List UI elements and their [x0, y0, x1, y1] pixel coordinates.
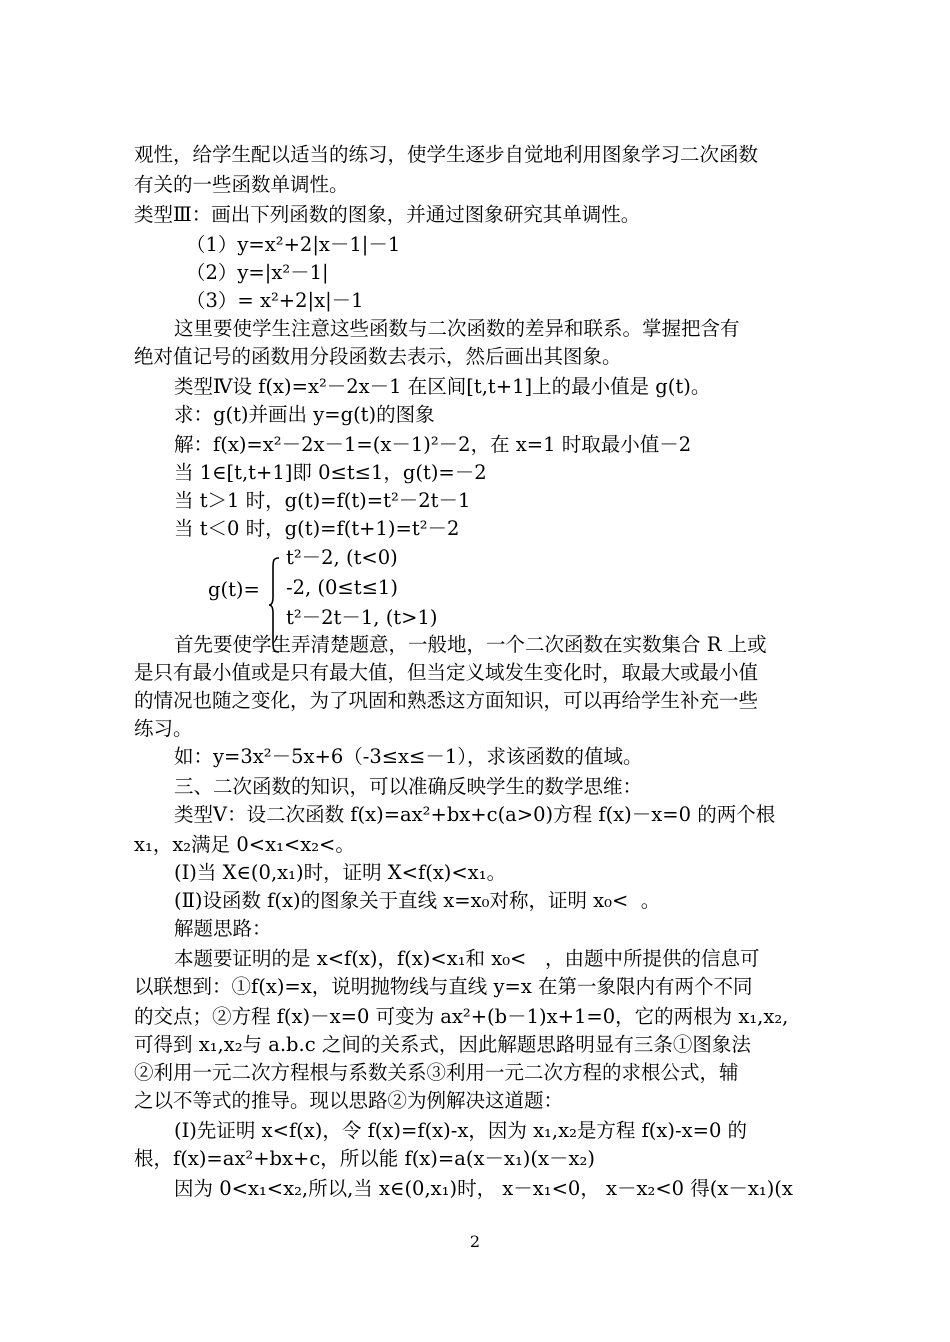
text-line: 观性，给学生配以适当的练习，使学生逐步自觉地利用图象学习二次函数 — [134, 143, 759, 166]
text-line: 类型Ⅴ：设二次函数 f(x)=ax²+bx+c(a>0)方程 f(x)－x=0 的两个根 — [174, 803, 776, 826]
text-line: 以联想到：①f(x)=x，说明抛物线与直线 y=x 在第一象限内有两个不同 — [134, 975, 753, 998]
text-line: 本题要证明的是 x<f(x)，f(x)<x₁和 x₀< ，由题中所提供的信息可 — [174, 947, 760, 970]
piecewise-label: g(t)= — [208, 578, 260, 601]
text-line: 如：y=3x²－5x+6（-3≤x≤－1），求该函数的值域。 — [174, 745, 643, 768]
text-line: （3）= x²+2|x|－1 — [186, 289, 364, 312]
text-line: 是只有最小值或是只有最大值，但当定义域发生变化时，取最大或最小值 — [134, 661, 759, 684]
text-line: 解题思路： — [174, 917, 272, 940]
piecewise-case: -2, (0≤t≤1) — [286, 576, 398, 599]
text-line: 因为 0<x₁<x₂,所以,当 x∈(0,x₁)时， x－x₁<0， x－x₂<0 得(x－x₁)(x — [174, 1177, 793, 1200]
text-line: 有关的一些函数单调性。 — [134, 173, 349, 196]
text-line: 类型Ⅳ设 f(x)=x²－2x－1 在区间[t,t+1]上的最小值是 g(t)。 — [174, 375, 711, 398]
text-line: ②利用一元二次方程根与系数关系③利用一元二次方程的求根公式，辅 — [134, 1061, 739, 1084]
text-line: 当 t＜0 时，g(t)=f(t+1)=t²－2 — [174, 517, 460, 540]
text-line: （1）y=x²+2|x－1|－1 — [186, 233, 401, 256]
text-line: 可得到 x₁,x₂与 a.b.c 之间的关系式，因此解题思路明显有三条①图象法 — [134, 1033, 751, 1056]
text-line: 练习。 — [134, 717, 193, 740]
page-number: 2 — [469, 1232, 481, 1251]
text-line: (Ⅰ)当 X∈(0,x₁)时，证明 X<f(x)<x₁。 — [174, 861, 507, 884]
text-line: 求：g(t)并画出 y=g(t)的图象 — [174, 403, 435, 426]
text-line: 绝对值记号的函数用分段函数去表示，然后画出其图象。 — [134, 345, 622, 368]
text-line: 根，f(x)=ax²+bx+c，所以能 f(x)=a(x－x₁)(x－x₂) — [134, 1147, 595, 1170]
text-line: 解：f(x)=x²－2x－1=(x－1)²－2，在 x=1 时取最小值－2 — [174, 433, 692, 456]
piecewise-function — [208, 545, 508, 635]
text-line: 首先要使学生弄清楚题意，一般地，一个二次函数在实数集合 R 上或 — [174, 633, 767, 656]
text-line: 类型Ⅲ：画出下列函数的图象，并通过图象研究其单调性。 — [134, 203, 641, 226]
piecewise-case: t²－2, (t<0) — [286, 546, 398, 569]
text-line: x₁，x₂满足 0<x₁<x₂<。 — [134, 833, 355, 856]
text-line: (Ⅰ)先证明 x<f(x)，令 f(x)=f(x)-x，因为 x₁,x₂是方程 f(x)-x=0 的 — [174, 1119, 748, 1142]
piecewise-case: t²－2t－1, (t>1) — [286, 606, 438, 629]
text-line: 的情况也随之变化，为了巩固和熟悉这方面知识，可以再给学生补充一些 — [134, 689, 759, 712]
text-line: 这里要使学生注意这些函数与二次函数的差异和联系。掌握把含有 — [174, 317, 740, 340]
text-line: (Ⅱ)设函数 f(x)的图象关于直线 x=x₀对称，证明 x₀< 。 — [174, 889, 661, 912]
text-line: （2）y=|x²－1| — [186, 261, 329, 284]
text-line: 当 1∈[t,t+1]即 0≤t≤1，g(t)=－2 — [174, 461, 487, 484]
text-line: 的交点；②方程 f(x)－x=0 可变为 ax²+(b－1)x+1=0，它的两根为 x₁,x₂, — [134, 1005, 789, 1028]
text-line: 当 t＞1 时，g(t)=f(t)=t²－2t－1 — [174, 489, 471, 512]
text-line: 三、二次函数的知识，可以准确反映学生的数学思维： — [174, 775, 643, 798]
text-line: 之以不等式的推导。现以思路②为例解决这道题： — [134, 1089, 564, 1112]
